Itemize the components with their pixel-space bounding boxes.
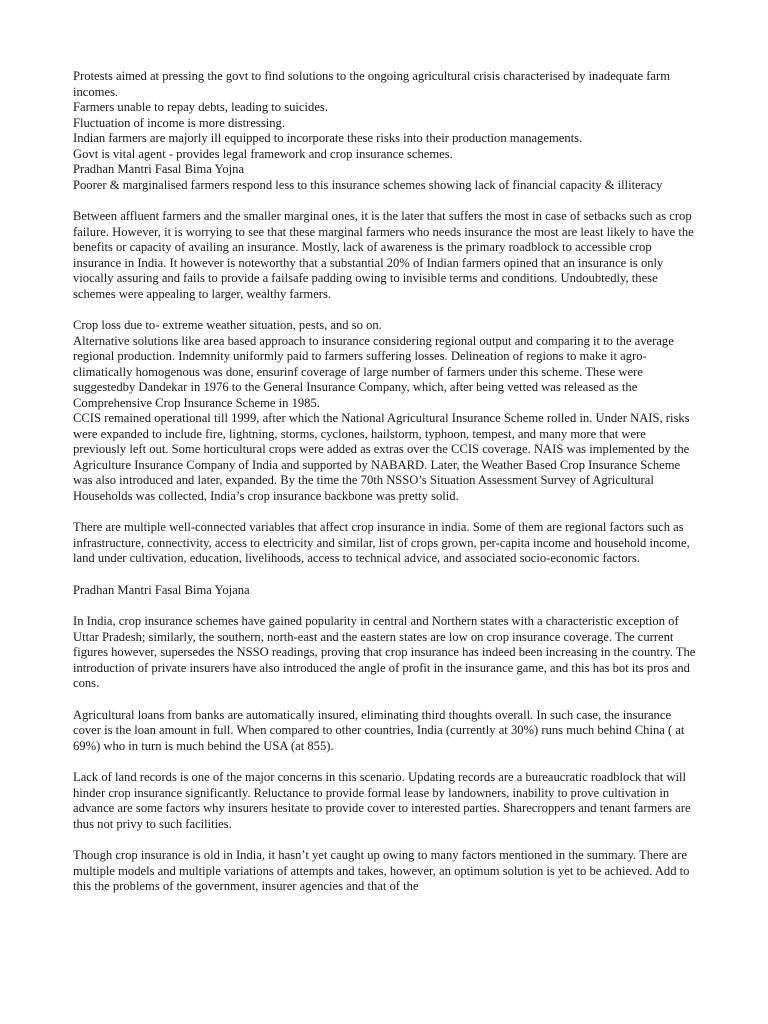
paragraph-india-coverage: In India, crop insurance schemes have gained popularity in central and Northern states with a characteristic exception of Uttar Pradesh; similarly, the southern, north-east and the eastern states are low on crop insurance coverage. The current figures however, supersedes the NSSO readings, proving that crop insurance has indeed been increasing in the country. The introduction of private insurers have also introduced the angle of profit in the insurance game, and this has bot its pros and cons. — [73, 614, 696, 690]
crop-loss-section — [73, 318, 698, 504]
note-protests: Protests aimed at pressing the govt to find solutions to the ongoing agricultural crisis characterised by inadequate farm incomes. — [73, 69, 671, 99]
note-poorer: Poorer & marginalised farmers respond less to this insurance schemes showing lack of financial capacity & illiteracy — [73, 177, 663, 192]
note-fluctuation: Fluctuation of income is more distressing. — [73, 115, 285, 130]
paragraph-alternative-solutions: Alternative solutions like area based approach to insurance considering regional output and comparing it to the average regional production. Indemnity uniformly paid to farmers suffering losses. Delineation of regions to make it agro-climatically homogenous was done, ensurinf coverage of large number of farmers under this scheme. These were suggestedby Dandekar in 1976 to the General Insurance Company, which, after being vetted was released as the Comprehensive Crop Insurance Scheme in 1985. — [73, 333, 674, 410]
paragraph-agricultural-loans: Agricultural loans from banks are automatically insured, eliminating third thoughts overall. In such case, the insurance cover is the loan amount in full. When compared to other countries, India (currently at 30%) runs much behind China ( at 69%) who in turn is much behind the USA (at 855). — [73, 707, 685, 753]
paragraph-though-old: Though crop insurance is old in India, it hasn’t yet caught up owing to many factors mentioned in the summary. There are multiple models and multiple variations of attempts and takes, however, an optimum solution is yet to be achieved. Add to this the problems of the government, insurer agencies and that of the — [73, 848, 690, 893]
note-pmfby: Pradhan Mantri Fasal Bima Yojna — [73, 162, 245, 176]
crop-loss-line: Crop loss due to- extreme weather situation, pests, and so on. — [73, 318, 382, 332]
note-govt: Govt is vital agent - provides legal framework and crop insurance schemes. — [73, 146, 453, 161]
document-page — [73, 69, 698, 911]
paragraph-land-records: Lack of land records is one of the major concerns in this scenario. Updating records are a bureaucratic roadblock that will hinder crop insurance significantly. Reluctance to provide formal lease by landowners, inability to prove cultivation in advance are some factors why insurers hesitate to provide cover to interested parties. Sharecroppers and tenant farmers are thus not privy to such facilities. — [73, 770, 691, 831]
note-debts: Farmers unable to repay debts, leading to suicides. — [73, 100, 328, 114]
paragraph-variables: There are multiple well-connected variables that affect crop insurance in india. Some of them are regional factors such as infrastructure, connectivity, access to electricity and similar, list of crops grown, per-capita income and household income, land under cultivation, education, livelihoods, access to technical advice, and associated socio-economic factors. — [73, 520, 690, 565]
paragraph-affluent-farmers: Between affluent farmers and the smaller marginal ones, it is the later that suffers the most in case of setbacks such as crop failure. However, it is worrying to see that these marginal farmers who needs insurance the most are least likely to have the benefits or capacity of availing an insurance. Mostly, lack of awareness is the primary roadblock to accessible crop insurance in India. It however is noteworthy that a substantial 20% of Indian farmers opined that an insurance is only viocally assuring and fails to provide a failsafe padding owing to invisible terms and conditions. Undoubtedly, these schemes were appealing to larger, wealthy farmers. — [73, 209, 694, 301]
summary-notes — [73, 69, 698, 193]
paragraph-ccis: CCIS remained operational till 1999, after which the National Agricultural Insurance Scheme rolled in. Under NAIS, risks were expanded to include fire, lightning, storms, cyclones, hailstorm, typhoon, tempest, and many more that were previously left out. Some horticultural crops were added as extras over the CCIS coverage. NAIS was implemented by the Agriculture Insurance Company of India and supported by NABARD. Later, the Weather Based Crop Insurance Scheme was also introduced and later, expanded. By the time the 70th NSSO’s Situation Assessment Survey of Agricultural Households was collected, India’s crop insurance backbone was pretty solid. — [73, 411, 690, 503]
heading-pmfby: Pradhan Mantri Fasal Bima Yojana — [73, 582, 250, 597]
note-ill-equipped: Indian farmers are majorly ill equipped to incorporate these risks into their production managements. — [73, 131, 583, 145]
